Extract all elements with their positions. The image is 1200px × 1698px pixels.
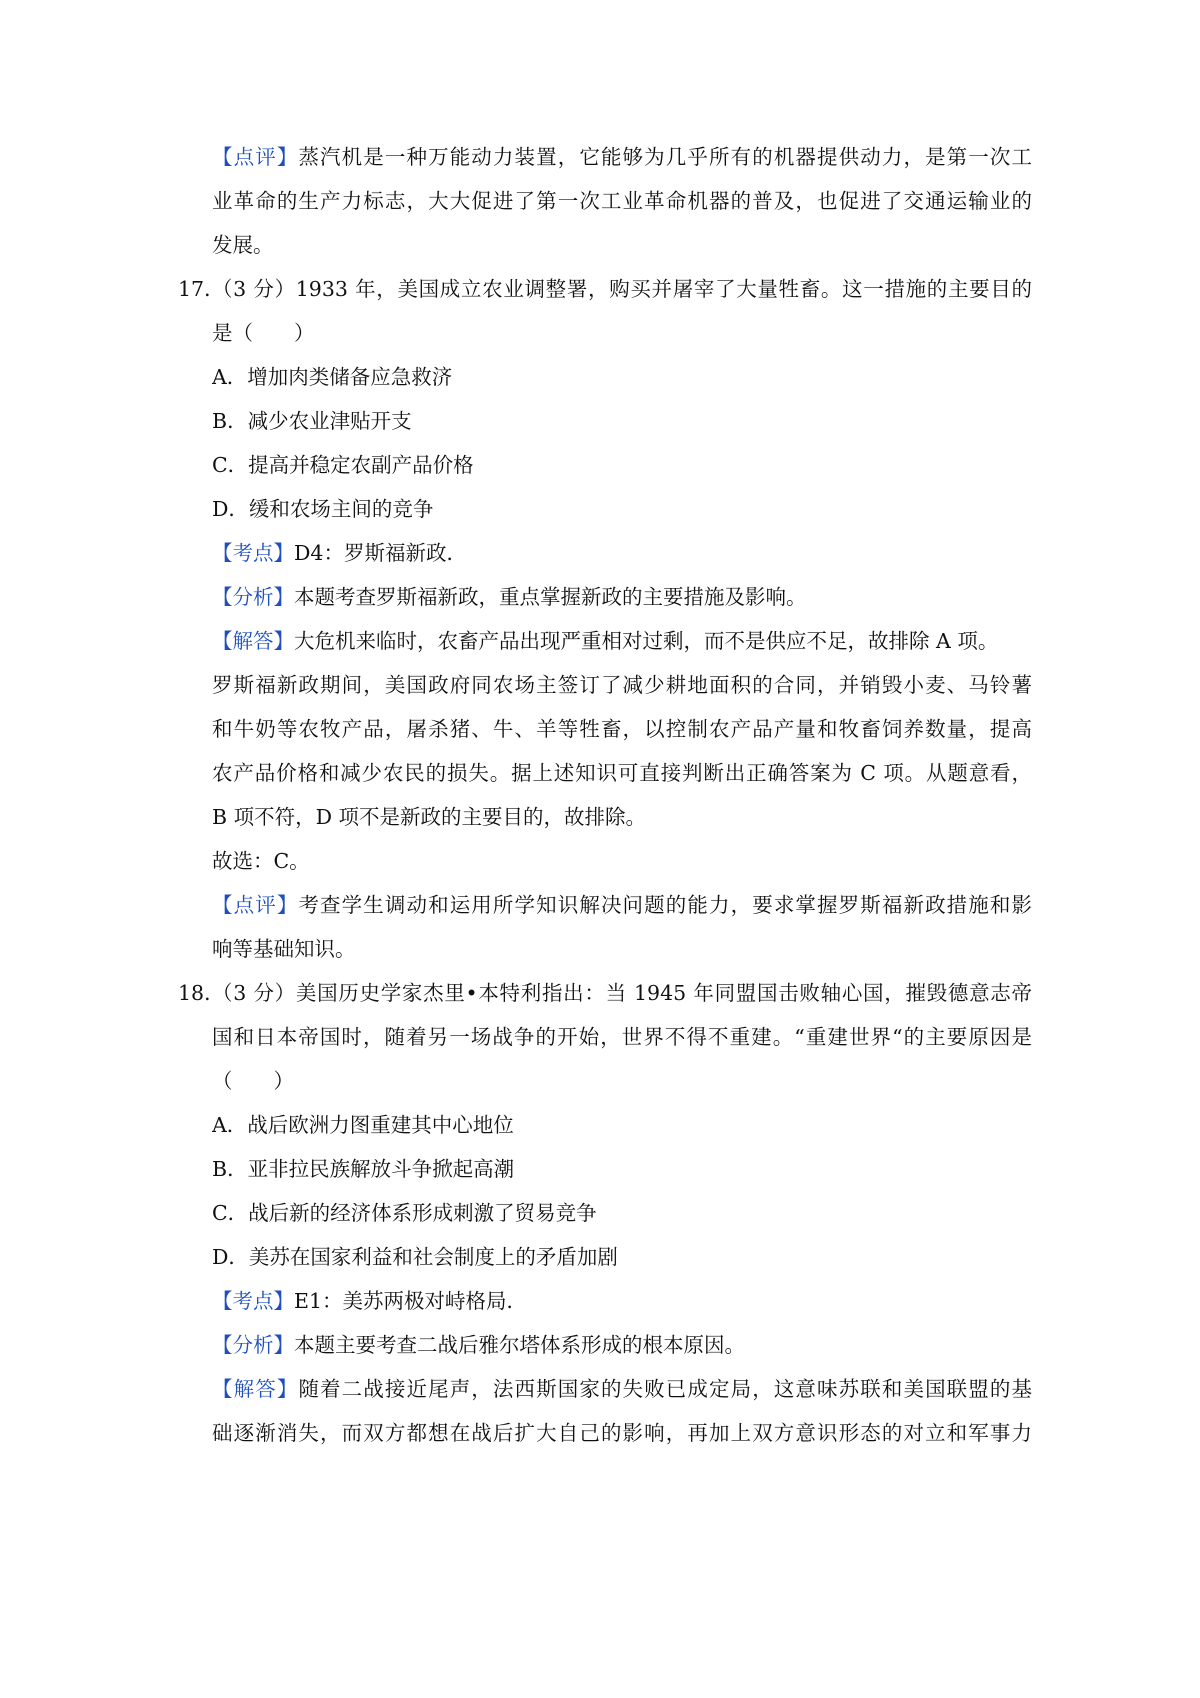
q18-number: 18． (178, 981, 225, 1005)
q17-stem-line-1: （3 分）1933 年，美国成立农业调整署，购买并屠宰了大量牲畜。这一措施的主要目的 (212, 277, 1032, 301)
q17-jieda-line-2: 罗斯福新政期间，美国政府同农场主签订了减少耕地面积的合同，并销毁小麦、马铃薯 (212, 673, 1032, 697)
q18-fenxi: 【分析】本题主要考查二战后雅尔塔体系形成的根本原因。 (212, 1333, 745, 1357)
q17-fenxi: 【分析】本题考查罗斯福新政，重点掌握新政的主要措施及影响。 (212, 585, 807, 609)
q17-stem-line-2: 是（ ） (212, 321, 315, 345)
dianping-tag: 【点评】 (212, 145, 299, 169)
q18-option-b: B．亚非拉民族解放斗争掀起高潮 (212, 1157, 515, 1181)
q16-dianping-line-3: 发展。 (212, 233, 274, 257)
q18-option-a: A．战后欧洲力图重建其中心地位 (212, 1113, 514, 1137)
q17-option-b: B．减少农业津贴开支 (212, 409, 412, 433)
q16-dianping-line-1: 【点评】蒸汽机是一种万能动力装置，它能够为几乎所有的机器提供动力，是第一次工 (212, 145, 1032, 169)
q17-dianping-line-1: 【点评】考查学生调动和运用所学知识解决问题的能力，要求掌握罗斯福新政措施和影 (212, 893, 1032, 917)
fenxi-tag: 【分析】 (212, 1333, 294, 1357)
q17-number: 17． (178, 277, 225, 301)
jieda-tag: 【解答】 (212, 629, 294, 653)
q18-stem-line-3: （ ） (212, 1069, 294, 1093)
q17-jieda-line-4: 农产品价格和减少农民的损失。据上述知识可直接判断出正确答案为 C 项。从题意看， (212, 761, 1032, 785)
q18-jieda-line-2: 础逐渐消失，而双方都想在战后扩大自己的影响，再加上双方意识形态的对立和军事力 (212, 1421, 1032, 1445)
fenxi-tag: 【分析】 (212, 585, 294, 609)
kaodian-tag: 【考点】 (212, 541, 294, 565)
dianping-tag: 【点评】 (212, 893, 299, 917)
q18-option-c: C．战后新的经济体系形成刺激了贸易竞争 (212, 1201, 597, 1225)
q18-stem-line-1: （3 分）美国历史学家杰里•本特利指出：当 1945 年同盟国击败轴心国，摧毁德意志帝 (212, 981, 1032, 1005)
q18-kaodian: 【考点】E1：美苏两极对峙格局． (212, 1289, 528, 1313)
q18-option-d: D．美苏在国家利益和社会制度上的矛盾加剧 (212, 1245, 618, 1269)
q18-stem-line-2: 国和日本帝国时，随着另一场战争的开始，世界不得不重建。“重建世界“的主要原因是 (212, 1025, 1032, 1049)
q17-jieda-line-3: 和牛奶等农牧产品，屠杀猪、牛、羊等牲畜，以控制农产品产量和牧畜饲养数量，提高 (212, 717, 1032, 741)
kaodian-tag: 【考点】 (212, 1289, 294, 1313)
q16-dianping-line-2: 业革命的生产力标志，大大促进了第一次工业革命机器的普及，也促进了交通运输业的 (212, 189, 1032, 213)
q17-answer: 故选：C。 (212, 849, 310, 873)
q17-jieda-line-5: B 项不符，D 项不是新政的主要目的，故排除。 (212, 805, 647, 829)
q17-dianping-line-2: 响等基础知识。 (212, 937, 356, 961)
q17-kaodian: 【考点】D4：罗斯福新政． (212, 541, 467, 565)
q17-jieda-line-1: 【解答】大危机来临时，农畜产品出现严重相对过剩，而不是供应不足，故排除 A 项。 (212, 629, 999, 653)
q17-option-c: C．提高并稳定农副产品价格 (212, 453, 474, 477)
q17-option-d: D．缓和农场主间的竞争 (212, 497, 434, 521)
q18-jieda-line-1: 【解答】随着二战接近尾声，法西斯国家的失败已成定局，这意味苏联和美国联盟的基 (212, 1377, 1032, 1401)
jieda-tag: 【解答】 (212, 1377, 299, 1401)
q17-option-a: A．增加肉类储备应急救济 (212, 365, 453, 389)
